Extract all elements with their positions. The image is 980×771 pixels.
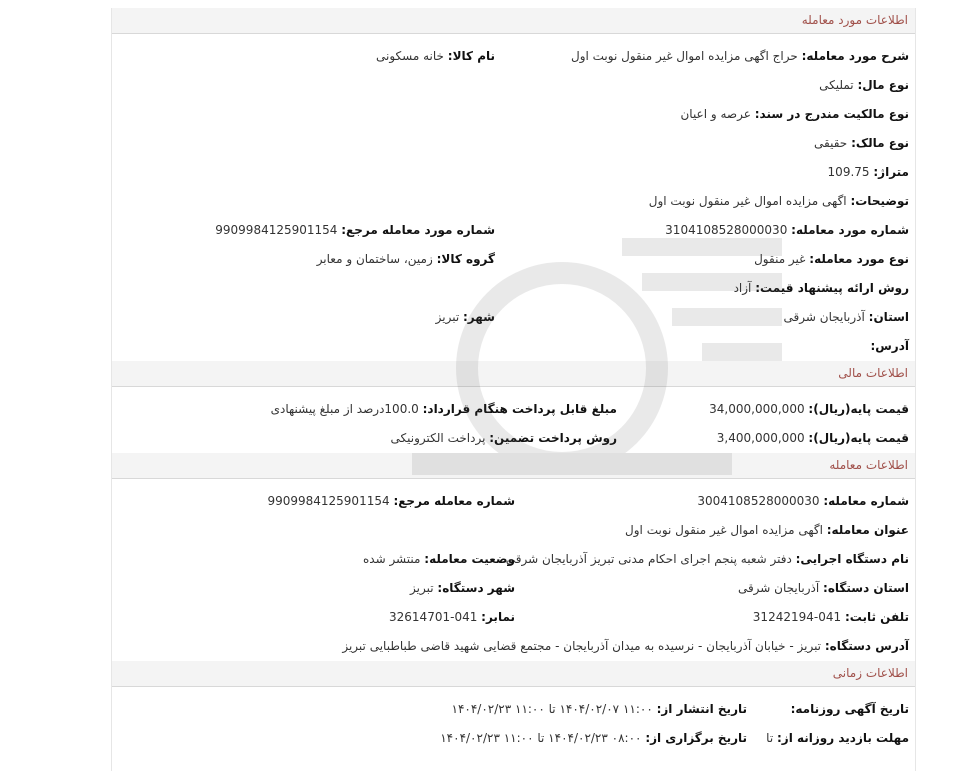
contract-pay-value: 100.0درصد از مبلغ پیشنهادی	[270, 402, 419, 416]
owner-type-label: نوع مالک:	[851, 136, 909, 150]
deal-number-label: شماره معامله:	[823, 494, 909, 508]
visit-deadline-label: مهلت بازدید روزانه از:	[777, 731, 909, 745]
description-value: حراج اگهی مزایده اموال غیر منقول نوبت اول	[570, 49, 798, 63]
ref-number-value: 9909984125901154	[215, 223, 338, 237]
notes-value: اگهی مزایده اموال غیر منقول نوبت اول	[648, 194, 847, 208]
fax-label: نمابر:	[481, 610, 515, 624]
row-deal-title	[112, 516, 915, 545]
city-label: شهر:	[463, 310, 495, 324]
phone-value: 041-31242194	[752, 610, 842, 624]
row-org-province	[112, 574, 915, 603]
row-asset-type	[112, 71, 915, 100]
notes-label: توضیحات:	[850, 194, 909, 208]
org-city-value: تبریز	[410, 581, 434, 595]
description-label: شرح مورد معامله:	[801, 49, 909, 63]
row-phone	[112, 603, 915, 632]
item-number-value: 3104108528000030	[665, 223, 788, 237]
row-item-type	[112, 245, 915, 274]
guarantee-price-label: قیمت پایه(ریال):	[808, 431, 909, 445]
goods-group-value: زمین، ساختمان و معابر	[316, 252, 433, 266]
item-type-value: غیر منقول	[754, 252, 806, 266]
contract-pay-label: مبلغ قابل پرداخت هنگام قرارداد:	[422, 402, 617, 416]
ownership-type-value: عرصه و اعیان	[680, 107, 751, 121]
address-label: آدرس:	[870, 339, 909, 353]
deal-title-value: اگهی مزایده اموال غیر منقول نوبت اول	[625, 523, 823, 537]
section-title-deal-info: اطلاعات مورد معامله	[112, 8, 915, 34]
row-province	[112, 303, 915, 332]
deal-title-label: عنوان معامله:	[826, 523, 909, 537]
deal-details-panel	[111, 8, 916, 771]
goods-name-label: نام کالا:	[447, 49, 495, 63]
org-value: دفتر شعبه پنجم اجرای احکام مدنی تبریز آذربایجان شرقی	[505, 552, 792, 566]
row-guarantee	[112, 424, 915, 453]
guarantee-method-value: پرداخت الکترونیکی	[390, 431, 486, 445]
deal-ref-label: شماره معامله مرجع:	[393, 494, 515, 508]
deal-ref-value: 9909984125901154	[267, 494, 390, 508]
org-address-label: آدرس دستگاه:	[824, 639, 909, 653]
area-label: متراژ:	[873, 165, 909, 179]
org-address-value: تبریز - خیابان آذربایجان - نرسیده به میدان آذربایجان - مجتمع قضایی شهید قاضی طباطبایی تبریز	[342, 639, 822, 653]
guarantee-price-value: 3,400,000,000	[716, 431, 805, 445]
org-province-value: آذربایجان شرقی	[737, 581, 820, 595]
guarantee-method-label: روش پرداخت تضمین:	[489, 431, 617, 445]
row-offer-method	[112, 274, 915, 303]
row-publish	[112, 695, 915, 724]
base-price-label: قیمت پایه(ریال):	[808, 402, 909, 416]
org-province-label: استان دستگاه:	[823, 581, 909, 595]
section-title-timing: اطلاعات زمانی	[112, 661, 915, 687]
city-value: تبریز	[435, 310, 460, 324]
ownership-type-label: نوع مالکیت مندرج در سند:	[754, 107, 909, 121]
newspaper-date-label: تاریخ آگهی روزنامه:	[790, 702, 909, 716]
item-number-label: شماره مورد معامله:	[791, 223, 909, 237]
offer-method-label: روش ارائه پیشنهاد قیمت:	[755, 281, 909, 295]
deal-status-value: منتشر شده	[362, 552, 421, 566]
row-ownership-type	[112, 100, 915, 129]
deal-status-label: وضعیت معامله:	[424, 552, 515, 566]
row-item-number	[112, 216, 915, 245]
org-city-label: شهر دستگاه:	[437, 581, 515, 595]
row-org	[112, 545, 915, 574]
publish-date-label: تاریخ انتشار از:	[656, 702, 747, 716]
row-deal-number	[112, 487, 915, 516]
asset-type-label: نوع مال:	[857, 78, 909, 92]
row-area	[112, 158, 915, 187]
visit-deadline-value: تا	[766, 731, 774, 745]
row-notes	[112, 187, 915, 216]
item-type-label: نوع مورد معامله:	[809, 252, 909, 266]
holding-date-label: تاریخ برگزاری از:	[645, 731, 747, 745]
province-value: آذربایجان شرقی	[783, 310, 865, 324]
row-description	[112, 42, 915, 71]
goods-group-label: گروه کالا:	[436, 252, 495, 266]
fax-value: 041-32614701	[389, 610, 478, 624]
row-visit	[112, 724, 915, 753]
row-base-price	[112, 395, 915, 424]
org-label: نام دستگاه اجرایی:	[795, 552, 909, 566]
goods-name-value: خانه مسکونی	[376, 49, 444, 63]
section-title-financial: اطلاعات مالی	[112, 361, 915, 387]
row-org-address	[112, 632, 915, 661]
area-value: 109.75	[827, 165, 870, 179]
offer-method-value: آزاد	[733, 281, 752, 295]
ref-number-label: شماره مورد معامله مرجع:	[341, 223, 495, 237]
publish-date-value: ۱۱:۰۰ ۱۴۰۴/۰۲/۰۷ تا ۱۱:۰۰ ۱۴۰۴/۰۲/۲۳	[451, 702, 653, 716]
base-price-value: 34,000,000,000	[709, 402, 805, 416]
phone-label: تلفن ثابت:	[844, 610, 909, 624]
row-owner-type	[112, 129, 915, 158]
province-label: استان:	[868, 310, 909, 324]
section-title-deal: اطلاعات معامله	[112, 453, 915, 479]
deal-number-value: 3004108528000030	[697, 494, 820, 508]
asset-type-value: تملیکی	[819, 78, 854, 92]
holding-date-value: ۰۸:۰۰ ۱۴۰۴/۰۲/۲۳ تا ۱۱:۰۰ ۱۴۰۴/۰۲/۲۳	[440, 731, 642, 745]
row-address	[112, 332, 915, 361]
owner-type-value: حقیقی	[814, 136, 848, 150]
